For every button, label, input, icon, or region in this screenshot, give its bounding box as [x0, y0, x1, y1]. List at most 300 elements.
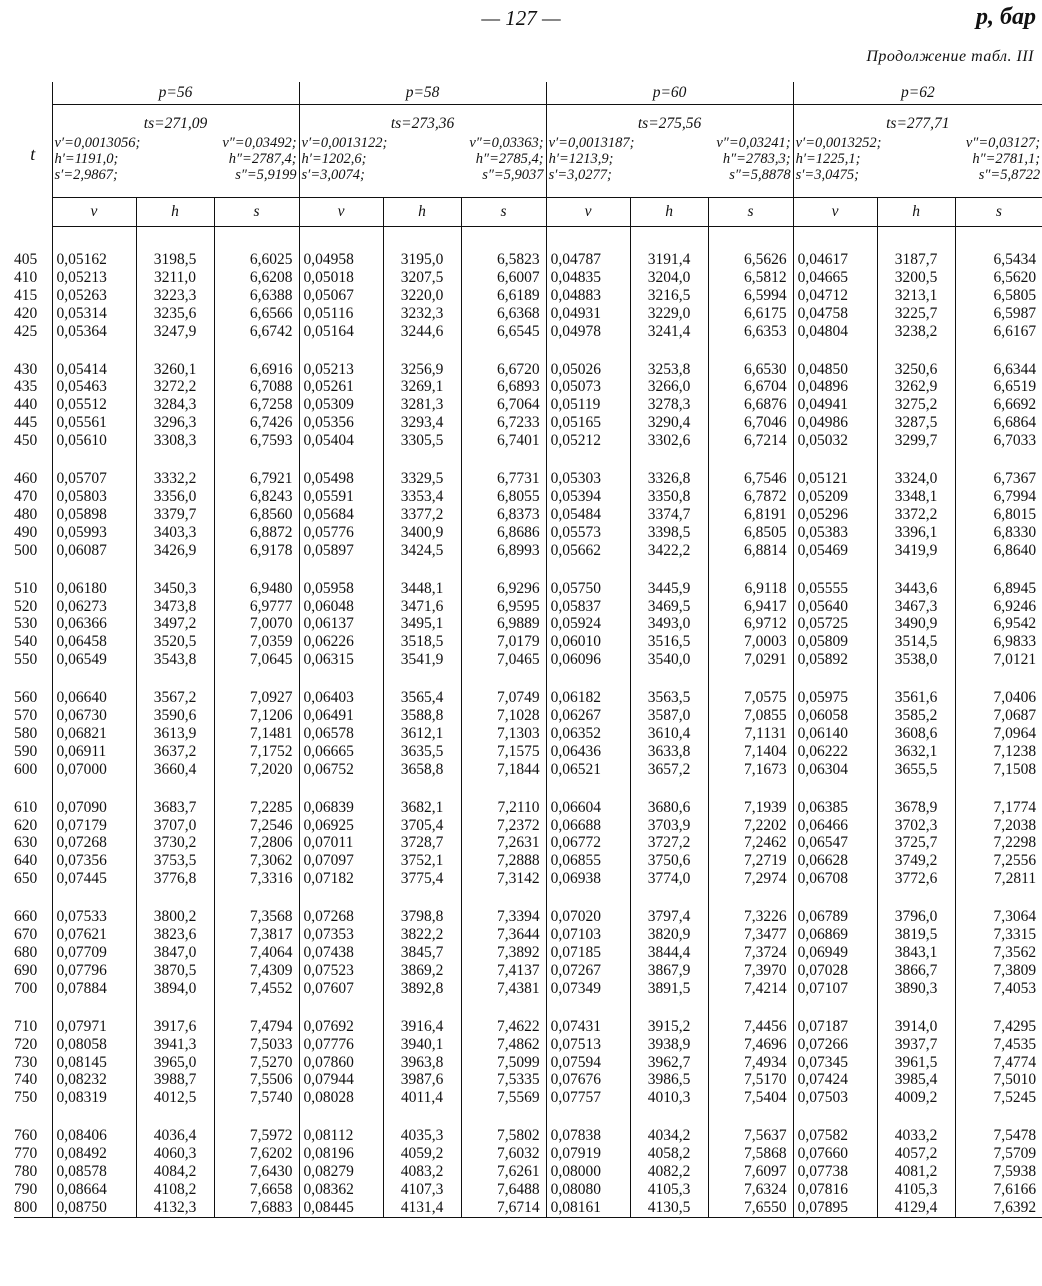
table-row: [14, 761, 1042, 779]
specific-volume-cell: 0,05573: [546, 524, 630, 542]
specific-volume-cell: 0,05463: [52, 378, 136, 396]
enthalpy-cell: 3543,8: [136, 651, 214, 669]
enthalpy-cell: 3774,0: [630, 870, 708, 888]
enthalpy-cell: 3467,3: [877, 598, 955, 616]
specific-volume-cell: 0,05209: [793, 488, 877, 506]
enthalpy-cell: 3965,0: [136, 1054, 214, 1072]
temperature-cell: 670: [14, 926, 38, 944]
enthalpy-cell: 3256,9: [383, 361, 461, 379]
enthalpy-cell: 3588,8: [383, 707, 461, 725]
specific-volume-cell: 0,07353: [299, 926, 383, 944]
enthalpy-cell: 3658,8: [383, 761, 461, 779]
specific-volume-cell: 0,05898: [52, 506, 136, 524]
enthalpy-cell: 3703,9: [630, 817, 708, 835]
specific-volume-cell: 0,07594: [546, 1054, 630, 1072]
table-row: [14, 799, 1042, 817]
entropy-cell: 7,4535: [955, 1036, 1042, 1054]
enthalpy-cell: 3241,4: [630, 323, 708, 341]
specific-volume-cell: 0,05165: [546, 414, 630, 432]
enthalpy-cell: 4010,3: [630, 1089, 708, 1107]
specific-volume-cell: 0,05809: [793, 633, 877, 651]
entropy-cell: 7,6261: [461, 1163, 546, 1181]
enthalpy-cell: 3917,6: [136, 1018, 214, 1036]
specific-volume-cell: 0,07607: [299, 980, 383, 998]
entropy-cell: 7,3568: [214, 908, 299, 926]
specific-volume-cell: 0,06226: [299, 633, 383, 651]
specific-volume-cell: 0,06855: [546, 852, 630, 870]
temperature-cell: 580: [14, 724, 38, 742]
enthalpy-cell: 3633,8: [630, 743, 708, 761]
entropy-cell: 6,6344: [955, 361, 1042, 379]
entropy-cell: 6,6175: [708, 305, 793, 323]
entropy-cell: 7,0291: [708, 651, 793, 669]
specific-volume-cell: 0,08279: [299, 1163, 383, 1181]
column-header-v: v: [546, 198, 630, 227]
enthalpy-cell: 3329,5: [383, 470, 461, 488]
temperature-cell: 620: [14, 816, 38, 834]
pressure-header: p=60: [546, 82, 793, 105]
table-row: [14, 944, 1042, 962]
enthalpy-cell: 3915,2: [630, 1018, 708, 1036]
entropy-cell: 6,9296: [461, 580, 546, 598]
entropy-cell: 7,4309: [214, 962, 299, 980]
entropy-cell: 6,7593: [214, 432, 299, 450]
specific-volume-cell: 0,08028: [299, 1089, 383, 1107]
temperature-cell: 430: [14, 360, 38, 378]
specific-volume-cell: 0,07349: [546, 980, 630, 998]
entropy-cell: 7,3724: [708, 944, 793, 962]
table-row: [14, 488, 1042, 506]
saturation-properties: [52, 135, 299, 198]
table-row: [14, 817, 1042, 835]
table-row: [14, 615, 1042, 633]
enthalpy-cell: 3775,4: [383, 870, 461, 888]
temperature-cell: 405: [14, 251, 38, 268]
specific-volume-cell: 0,05725: [793, 615, 877, 633]
temperature-cell: 480: [14, 505, 38, 523]
table-row: [14, 396, 1042, 414]
specific-volume-cell: 0,05263: [52, 287, 136, 305]
specific-volume-cell: 0,05213: [299, 361, 383, 379]
entropy-cell: 7,5868: [708, 1145, 793, 1163]
enthalpy-cell: 3914,0: [877, 1018, 955, 1036]
specific-volume-cell: 0,06087: [52, 542, 136, 560]
entropy-cell: 7,3316: [214, 870, 299, 888]
entropy-cell: 7,0003: [708, 633, 793, 651]
entropy-cell: 7,2811: [955, 870, 1042, 888]
enthalpy-cell: 3938,9: [630, 1036, 708, 1054]
entropy-cell: 6,7731: [461, 470, 546, 488]
enthalpy-cell: 3229,0: [630, 305, 708, 323]
temperature-cell: 445: [14, 414, 38, 432]
entropy-cell: 6,8055: [461, 488, 546, 506]
entropy-cell: 6,6353: [708, 323, 793, 341]
specific-volume-cell: 0,05119: [546, 396, 630, 414]
entropy-cell: 6,8373: [461, 506, 546, 524]
saturation-temperature: ts=275,56: [546, 105, 793, 136]
entropy-cell: 7,1028: [461, 707, 546, 725]
table-row: [14, 1089, 1042, 1107]
entropy-cell: 7,3064: [955, 908, 1042, 926]
entropy-cell: 6,6704: [708, 378, 793, 396]
enthalpy-cell: 3253,8: [630, 361, 708, 379]
enthalpy-cell: 3678,9: [877, 799, 955, 817]
specific-volume-cell: 0,07185: [546, 944, 630, 962]
enthalpy-cell: 3290,4: [630, 414, 708, 432]
entropy-cell: 7,5010: [955, 1071, 1042, 1089]
entropy-cell: 6,7872: [708, 488, 793, 506]
specific-volume-cell: 0,04941: [793, 396, 877, 414]
specific-volume-cell: 0,04850: [793, 361, 877, 379]
enthalpy-cell: 3892,8: [383, 980, 461, 998]
specific-volume-cell: 0,05364: [52, 323, 136, 341]
specific-volume-cell: 0,05404: [299, 432, 383, 450]
temperature-cell: 415: [14, 286, 38, 304]
specific-volume-cell: 0,04665: [793, 269, 877, 287]
specific-volume-cell: 0,06366: [52, 615, 136, 633]
saturation-value: s′=3,0475;: [795, 167, 859, 183]
enthalpy-cell: 3198,5: [136, 251, 214, 269]
specific-volume-cell: 0,07919: [546, 1145, 630, 1163]
specific-volume-cell: 0,05803: [52, 488, 136, 506]
entropy-cell: 7,1206: [214, 707, 299, 725]
specific-volume-cell: 0,06578: [299, 725, 383, 743]
saturation-value: s″=5,9199: [235, 167, 297, 183]
specific-volume-cell: 0,08161: [546, 1199, 630, 1217]
entropy-cell: 7,2546: [214, 817, 299, 835]
enthalpy-cell: 3870,5: [136, 962, 214, 980]
specific-volume-cell: 0,05924: [546, 615, 630, 633]
entropy-cell: 6,6545: [461, 323, 546, 341]
enthalpy-cell: 3820,9: [630, 926, 708, 944]
enthalpy-cell: 3379,7: [136, 506, 214, 524]
specific-volume-cell: 0,05610: [52, 432, 136, 450]
specific-volume-cell: 0,07028: [793, 962, 877, 980]
specific-volume-cell: 0,07692: [299, 1018, 383, 1036]
entropy-cell: 7,5170: [708, 1071, 793, 1089]
specific-volume-cell: 0,07011: [299, 834, 383, 852]
enthalpy-cell: 3422,2: [630, 542, 708, 560]
enthalpy-cell: 3683,7: [136, 799, 214, 817]
table-row: [14, 962, 1042, 980]
enthalpy-cell: 3305,5: [383, 432, 461, 450]
enthalpy-cell: 3207,5: [383, 269, 461, 287]
specific-volume-cell: 0,04712: [793, 287, 877, 305]
entropy-cell: 6,8015: [955, 506, 1042, 524]
entropy-cell: 7,1673: [708, 761, 793, 779]
specific-volume-cell: 0,07268: [299, 908, 383, 926]
temperature-cell: 700: [14, 979, 38, 997]
specific-volume-cell: 0,06491: [299, 707, 383, 725]
specific-volume-cell: 0,05555: [793, 580, 877, 598]
specific-volume-cell: 0,06137: [299, 615, 383, 633]
entropy-cell: 7,1131: [708, 725, 793, 743]
enthalpy-cell: 3800,2: [136, 908, 214, 926]
entropy-cell: 7,0749: [461, 689, 546, 707]
temperature-cell: 780: [14, 1163, 38, 1181]
enthalpy-cell: 3260,1: [136, 361, 214, 379]
entropy-cell: 7,2038: [955, 817, 1042, 835]
specific-volume-cell: 0,06222: [793, 743, 877, 761]
entropy-cell: 6,6566: [214, 305, 299, 323]
enthalpy-cell: 3278,3: [630, 396, 708, 414]
entropy-cell: 6,6876: [708, 396, 793, 414]
enthalpy-cell: 3200,5: [877, 269, 955, 287]
entropy-cell: 7,1238: [955, 743, 1042, 761]
specific-volume-cell: 0,08080: [546, 1181, 630, 1199]
column-header-s: s: [214, 198, 299, 227]
entropy-cell: 7,2719: [708, 852, 793, 870]
specific-volume-cell: 0,04883: [546, 287, 630, 305]
entropy-cell: 7,4862: [461, 1036, 546, 1054]
specific-volume-cell: 0,04835: [546, 269, 630, 287]
enthalpy-cell: 3660,4: [136, 761, 214, 779]
table-row: [14, 269, 1042, 287]
entropy-cell: 7,2888: [461, 852, 546, 870]
entropy-cell: 7,0855: [708, 707, 793, 725]
saturation-value: s′=3,0277;: [548, 167, 612, 183]
specific-volume-cell: 0,05032: [793, 432, 877, 450]
specific-volume-cell: 0,05684: [299, 506, 383, 524]
entropy-cell: 6,6893: [461, 378, 546, 396]
specific-volume-cell: 0,04978: [546, 323, 630, 341]
specific-volume-cell: 0,05662: [546, 542, 630, 560]
specific-volume-cell: 0,07884: [52, 980, 136, 998]
saturation-value: h′=1225,1;: [795, 151, 861, 167]
specific-volume-cell: 0,06547: [793, 834, 877, 852]
entropy-cell: 7,3394: [461, 908, 546, 926]
table-row: [14, 506, 1042, 524]
enthalpy-cell: 3890,3: [877, 980, 955, 998]
temperature-cell: 425: [14, 322, 38, 340]
specific-volume-cell: 0,07182: [299, 870, 383, 888]
specific-volume-cell: 0,04958: [299, 251, 383, 269]
enthalpy-cell: 4081,2: [877, 1163, 955, 1181]
entropy-cell: 7,4934: [708, 1054, 793, 1072]
specific-volume-cell: 0,06549: [52, 651, 136, 669]
enthalpy-cell: 3866,7: [877, 962, 955, 980]
column-header-v: v: [52, 198, 136, 227]
entropy-cell: 6,6388: [214, 287, 299, 305]
enthalpy-cell: 3356,0: [136, 488, 214, 506]
table-row: [14, 470, 1042, 488]
entropy-cell: 6,5626: [708, 251, 793, 269]
enthalpy-cell: 3443,6: [877, 580, 955, 598]
enthalpy-cell: 3891,5: [630, 980, 708, 998]
specific-volume-cell: 0,05164: [299, 323, 383, 341]
enthalpy-cell: 3293,4: [383, 414, 461, 432]
entropy-cell: 6,6916: [214, 361, 299, 379]
specific-volume-cell: 0,05512: [52, 396, 136, 414]
enthalpy-cell: 3374,7: [630, 506, 708, 524]
enthalpy-cell: 3213,1: [877, 287, 955, 305]
saturation-value: h′=1213,9;: [548, 151, 614, 167]
enthalpy-cell: 3495,1: [383, 615, 461, 633]
entropy-cell: 6,6167: [955, 323, 1042, 341]
entropy-cell: 7,4622: [461, 1018, 546, 1036]
entropy-cell: 7,1752: [214, 743, 299, 761]
specific-volume-cell: 0,08362: [299, 1181, 383, 1199]
entropy-cell: 6,9712: [708, 615, 793, 633]
table-row: [14, 980, 1042, 998]
enthalpy-cell: 3284,3: [136, 396, 214, 414]
specific-volume-cell: 0,08664: [52, 1181, 136, 1199]
entropy-cell: 6,7033: [955, 432, 1042, 450]
enthalpy-cell: 3608,6: [877, 725, 955, 743]
saturation-value: h″=2783,3;: [722, 151, 791, 167]
specific-volume-cell: 0,06839: [299, 799, 383, 817]
specific-volume-cell: 0,06730: [52, 707, 136, 725]
saturation-value: v″=0,03241;: [716, 135, 791, 151]
enthalpy-cell: 3377,2: [383, 506, 461, 524]
entropy-cell: 7,6550: [708, 1199, 793, 1217]
specific-volume-cell: 0,05561: [52, 414, 136, 432]
specific-volume-cell: 0,07107: [793, 980, 877, 998]
entropy-cell: 7,0927: [214, 689, 299, 707]
specific-volume-cell: 0,07268: [52, 834, 136, 852]
entropy-cell: 6,8243: [214, 488, 299, 506]
enthalpy-cell: 3680,6: [630, 799, 708, 817]
enthalpy-cell: 4107,3: [383, 1181, 461, 1199]
temperature-cell: 530: [14, 615, 38, 633]
enthalpy-cell: 3350,8: [630, 488, 708, 506]
specific-volume-cell: 0,06267: [546, 707, 630, 725]
saturation-temperature: ts=271,09: [52, 105, 299, 136]
enthalpy-cell: 3308,3: [136, 432, 214, 450]
enthalpy-cell: 3326,8: [630, 470, 708, 488]
enthalpy-cell: 3332,2: [136, 470, 214, 488]
enthalpy-cell: 4105,3: [630, 1181, 708, 1199]
specific-volume-cell: 0,05303: [546, 470, 630, 488]
entropy-cell: 6,8993: [461, 542, 546, 560]
enthalpy-cell: 3585,2: [877, 707, 955, 725]
specific-volume-cell: 0,05121: [793, 470, 877, 488]
entropy-cell: 6,6720: [461, 361, 546, 379]
enthalpy-cell: 3941,3: [136, 1036, 214, 1054]
enthalpy-cell: 3985,4: [877, 1071, 955, 1089]
enthalpy-cell: 3403,3: [136, 524, 214, 542]
temperature-cell: 550: [14, 651, 38, 669]
specific-volume-cell: 0,06140: [793, 725, 877, 743]
specific-volume-cell: 0,08145: [52, 1054, 136, 1072]
specific-volume-cell: 0,08319: [52, 1089, 136, 1107]
specific-volume-cell: 0,04787: [546, 251, 630, 269]
enthalpy-cell: 3822,2: [383, 926, 461, 944]
specific-volume-cell: 0,07000: [52, 761, 136, 779]
enthalpy-cell: 3587,0: [630, 707, 708, 725]
specific-volume-cell: 0,07103: [546, 926, 630, 944]
specific-volume-cell: 0,08492: [52, 1145, 136, 1163]
entropy-cell: 6,7921: [214, 470, 299, 488]
entropy-cell: 6,6530: [708, 361, 793, 379]
specific-volume-cell: 0,06180: [52, 580, 136, 598]
enthalpy-cell: 4131,4: [383, 1199, 461, 1217]
table-row: [14, 1181, 1042, 1199]
enthalpy-cell: 3448,1: [383, 580, 461, 598]
entropy-cell: 7,2462: [708, 834, 793, 852]
entropy-cell: 7,0406: [955, 689, 1042, 707]
enthalpy-cell: 3324,0: [877, 470, 955, 488]
entropy-cell: 7,0179: [461, 633, 546, 651]
column-header-h: h: [136, 198, 214, 227]
specific-volume-cell: 0,07816: [793, 1181, 877, 1199]
specific-volume-cell: 0,07757: [546, 1089, 630, 1107]
saturation-value: v′=0,0013056;: [54, 135, 141, 151]
enthalpy-cell: 3225,7: [877, 305, 955, 323]
entropy-cell: 6,8505: [708, 524, 793, 542]
temperature-cell: 660: [14, 908, 38, 926]
column-header-h: h: [630, 198, 708, 227]
enthalpy-cell: 3657,2: [630, 761, 708, 779]
entropy-cell: 6,6864: [955, 414, 1042, 432]
entropy-cell: 7,3644: [461, 926, 546, 944]
enthalpy-cell: 3520,5: [136, 633, 214, 651]
enthalpy-cell: 3473,8: [136, 598, 214, 616]
entropy-cell: 7,5740: [214, 1089, 299, 1107]
table-row: [14, 908, 1042, 926]
specific-volume-cell: 0,06273: [52, 598, 136, 616]
enthalpy-cell: 3220,0: [383, 287, 461, 305]
saturation-value: h′=1191,0;: [54, 151, 119, 167]
enthalpy-cell: 3396,1: [877, 524, 955, 542]
table-row: [14, 1071, 1042, 1089]
entropy-cell: 7,0070: [214, 615, 299, 633]
entropy-cell: 7,5245: [955, 1089, 1042, 1107]
table-row: [14, 743, 1042, 761]
entropy-cell: 7,5938: [955, 1163, 1042, 1181]
temperature-cell: 470: [14, 487, 38, 505]
specific-volume-cell: 0,08112: [299, 1127, 383, 1145]
specific-volume-cell: 0,05213: [52, 269, 136, 287]
specific-volume-cell: 0,07676: [546, 1071, 630, 1089]
entropy-cell: 7,6202: [214, 1145, 299, 1163]
entropy-cell: 7,0687: [955, 707, 1042, 725]
entropy-cell: 6,6742: [214, 323, 299, 341]
saturation-temperature: ts=277,71: [793, 105, 1042, 136]
entropy-cell: 7,4456: [708, 1018, 793, 1036]
entropy-cell: 7,1404: [708, 743, 793, 761]
entropy-cell: 7,1481: [214, 725, 299, 743]
page-number: — 127 —: [481, 6, 561, 30]
enthalpy-cell: 3776,8: [136, 870, 214, 888]
enthalpy-cell: 4009,2: [877, 1089, 955, 1107]
entropy-cell: 7,4064: [214, 944, 299, 962]
entropy-cell: 7,1303: [461, 725, 546, 743]
specific-volume-cell: 0,06708: [793, 870, 877, 888]
entropy-cell: 7,6166: [955, 1181, 1042, 1199]
specific-volume-cell: 0,07020: [546, 908, 630, 926]
enthalpy-cell: 4132,3: [136, 1199, 214, 1217]
specific-volume-cell: 0,05356: [299, 414, 383, 432]
entropy-cell: 7,6658: [214, 1181, 299, 1199]
entropy-cell: 6,9777: [214, 598, 299, 616]
specific-volume-cell: 0,05067: [299, 287, 383, 305]
enthalpy-cell: 3272,2: [136, 378, 214, 396]
enthalpy-cell: 3894,0: [136, 980, 214, 998]
specific-volume-cell: 0,07838: [546, 1127, 630, 1145]
enthalpy-cell: 3986,5: [630, 1071, 708, 1089]
specific-volume-cell: 0,07621: [52, 926, 136, 944]
entropy-cell: 6,6189: [461, 287, 546, 305]
entropy-cell: 6,7401: [461, 432, 546, 450]
temperature-cell: 440: [14, 396, 38, 414]
specific-volume-cell: 0,06789: [793, 908, 877, 926]
table-row: [14, 651, 1042, 669]
steam-table: [14, 82, 1042, 1218]
enthalpy-cell: 3772,6: [877, 870, 955, 888]
specific-volume-cell: 0,05296: [793, 506, 877, 524]
enthalpy-cell: 4129,4: [877, 1199, 955, 1217]
